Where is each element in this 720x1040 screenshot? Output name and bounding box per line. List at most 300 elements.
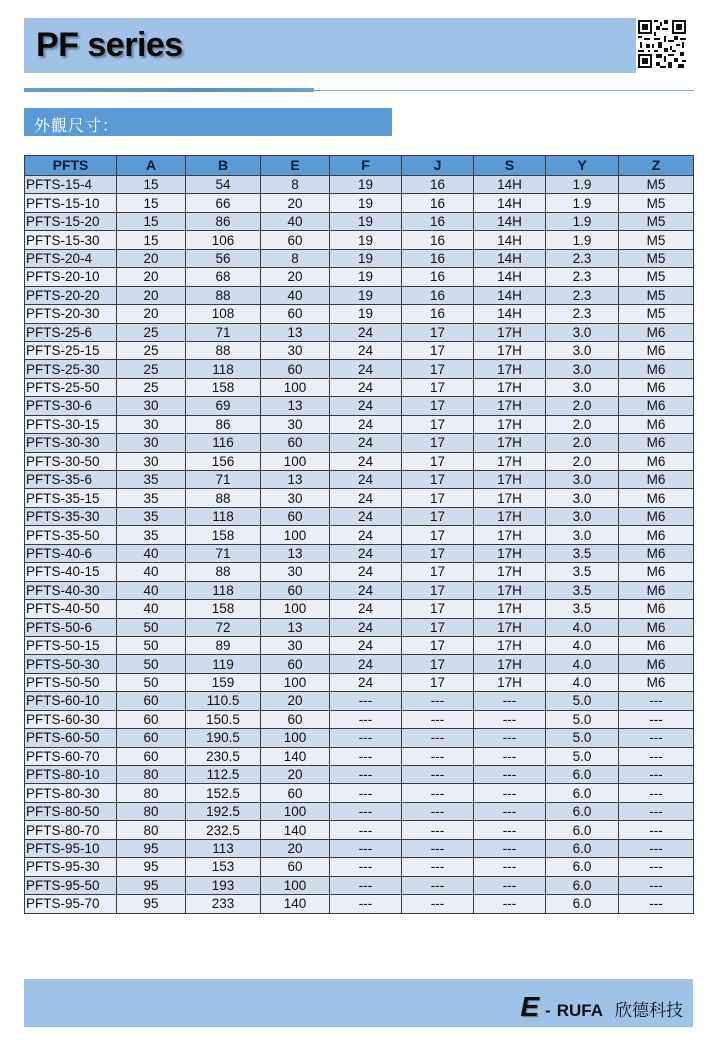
model-cell: PFTS-20-10 <box>25 268 117 286</box>
cell-f: 19 <box>330 268 402 286</box>
model-cell: PFTS-60-50 <box>25 729 117 747</box>
cell-s: 17H <box>474 655 546 673</box>
cell-j: 16 <box>402 249 474 267</box>
model-cell: PFTS-40-50 <box>25 600 117 618</box>
cell-s: 17H <box>474 507 546 525</box>
cell-a: 60 <box>117 747 186 765</box>
table-row <box>25 194 694 212</box>
model-cell: PFTS-25-30 <box>25 360 117 378</box>
cell-j: 17 <box>402 434 474 452</box>
cell-s: 17H <box>474 360 546 378</box>
cell-s: --- <box>474 766 546 784</box>
cell-e: 100 <box>261 673 330 691</box>
cell-s: 17H <box>474 636 546 654</box>
cell-j: 16 <box>402 194 474 212</box>
cell-j: 17 <box>402 489 474 507</box>
cell-e: 60 <box>261 231 330 249</box>
cell-s: 14H <box>474 305 546 323</box>
cell-y: 6.0 <box>546 821 619 839</box>
table-row <box>25 563 694 581</box>
cell-z: M6 <box>619 489 694 507</box>
cell-a: 35 <box>117 471 186 489</box>
cell-a: 30 <box>117 415 186 433</box>
cell-s: --- <box>474 821 546 839</box>
cell-j: 17 <box>402 415 474 433</box>
cell-b: 69 <box>186 397 261 415</box>
cell-f: 24 <box>330 341 402 359</box>
cell-b: 56 <box>186 249 261 267</box>
cell-s: --- <box>474 692 546 710</box>
cell-s: 17H <box>474 341 546 359</box>
table-row <box>25 747 694 765</box>
cell-z: M5 <box>619 286 694 304</box>
cell-e: 100 <box>261 452 330 470</box>
cell-j: 17 <box>402 526 474 544</box>
cell-f: 19 <box>330 286 402 304</box>
cell-s: 14H <box>474 194 546 212</box>
cell-b: 112.5 <box>186 766 261 784</box>
cell-z: M6 <box>619 507 694 525</box>
model-cell: PFTS-40-6 <box>25 544 117 562</box>
cell-b: 232.5 <box>186 821 261 839</box>
cell-y: 1.9 <box>546 176 619 194</box>
cell-z: --- <box>619 876 694 894</box>
cell-b: 116 <box>186 434 261 452</box>
table-row <box>25 858 694 876</box>
cell-f: 24 <box>330 636 402 654</box>
cell-e: 100 <box>261 600 330 618</box>
cell-a: 95 <box>117 876 186 894</box>
cell-z: M6 <box>619 600 694 618</box>
cell-y: 6.0 <box>546 766 619 784</box>
cell-y: 6.0 <box>546 895 619 913</box>
cell-b: 88 <box>186 341 261 359</box>
column-header-y: Y <box>546 156 619 176</box>
cell-z: M6 <box>619 415 694 433</box>
cell-b: 86 <box>186 415 261 433</box>
cell-z: M5 <box>619 194 694 212</box>
cell-f: 24 <box>330 434 402 452</box>
cell-e: 60 <box>261 581 330 599</box>
cell-a: 50 <box>117 618 186 636</box>
cell-e: 100 <box>261 729 330 747</box>
cell-z: --- <box>619 784 694 802</box>
model-cell: PFTS-40-15 <box>25 563 117 581</box>
cell-z: --- <box>619 802 694 820</box>
cell-s: 17H <box>474 434 546 452</box>
cell-b: 71 <box>186 323 261 341</box>
cell-e: 60 <box>261 784 330 802</box>
cell-b: 89 <box>186 636 261 654</box>
model-cell: PFTS-50-50 <box>25 673 117 691</box>
cell-j: --- <box>402 876 474 894</box>
cell-a: 40 <box>117 544 186 562</box>
table-row <box>25 839 694 857</box>
table-row <box>25 249 694 267</box>
cell-b: 88 <box>186 286 261 304</box>
cell-e: 20 <box>261 268 330 286</box>
model-cell: PFTS-60-30 <box>25 710 117 728</box>
cell-z: M6 <box>619 581 694 599</box>
cell-b: 118 <box>186 360 261 378</box>
cell-b: 193 <box>186 876 261 894</box>
cell-z: M6 <box>619 673 694 691</box>
cell-e: 30 <box>261 341 330 359</box>
table-row <box>25 766 694 784</box>
cell-f: 24 <box>330 600 402 618</box>
cell-j: 17 <box>402 655 474 673</box>
cell-a: 25 <box>117 360 186 378</box>
cell-b: 118 <box>186 581 261 599</box>
table-row <box>25 876 694 894</box>
cell-e: 30 <box>261 489 330 507</box>
model-cell: PFTS-80-50 <box>25 802 117 820</box>
cell-z: --- <box>619 747 694 765</box>
cell-s: --- <box>474 710 546 728</box>
cell-y: 6.0 <box>546 784 619 802</box>
cell-a: 25 <box>117 341 186 359</box>
cell-y: 3.5 <box>546 544 619 562</box>
cell-a: 40 <box>117 563 186 581</box>
cell-y: 2.3 <box>546 268 619 286</box>
model-cell: PFTS-80-70 <box>25 821 117 839</box>
cell-f: 19 <box>330 194 402 212</box>
cell-s: 17H <box>474 526 546 544</box>
cell-a: 30 <box>117 452 186 470</box>
cell-j: 17 <box>402 581 474 599</box>
cell-s: --- <box>474 729 546 747</box>
cell-y: 2.3 <box>546 286 619 304</box>
cell-f: --- <box>330 747 402 765</box>
cell-e: 8 <box>261 176 330 194</box>
cell-a: 20 <box>117 305 186 323</box>
cell-f: --- <box>330 710 402 728</box>
cell-b: 66 <box>186 194 261 212</box>
cell-s: 17H <box>474 452 546 470</box>
cell-j: --- <box>402 692 474 710</box>
cell-a: 30 <box>117 397 186 415</box>
cell-s: 17H <box>474 581 546 599</box>
cell-j: 17 <box>402 673 474 691</box>
cell-j: 16 <box>402 176 474 194</box>
section-header <box>24 108 392 136</box>
cell-j: 17 <box>402 341 474 359</box>
cell-b: 119 <box>186 655 261 673</box>
dimensions-table <box>24 155 694 914</box>
cell-a: 50 <box>117 655 186 673</box>
cell-f: 24 <box>330 471 402 489</box>
cell-f: 24 <box>330 544 402 562</box>
cell-j: 17 <box>402 397 474 415</box>
cell-j: --- <box>402 710 474 728</box>
cell-b: 108 <box>186 305 261 323</box>
cell-e: 60 <box>261 305 330 323</box>
table-row <box>25 378 694 396</box>
cell-j: --- <box>402 747 474 765</box>
cell-y: 4.0 <box>546 673 619 691</box>
cell-e: 100 <box>261 802 330 820</box>
cell-a: 95 <box>117 839 186 857</box>
cell-y: 3.0 <box>546 360 619 378</box>
cell-f: 24 <box>330 581 402 599</box>
cell-f: 24 <box>330 360 402 378</box>
cell-b: 152.5 <box>186 784 261 802</box>
cell-s: 14H <box>474 249 546 267</box>
cell-e: 20 <box>261 766 330 784</box>
model-cell: PFTS-60-10 <box>25 692 117 710</box>
model-cell: PFTS-15-20 <box>25 212 117 230</box>
cell-e: 140 <box>261 895 330 913</box>
table-row <box>25 212 694 230</box>
cell-j: --- <box>402 802 474 820</box>
model-cell: PFTS-15-4 <box>25 176 117 194</box>
cell-z: M6 <box>619 397 694 415</box>
cell-z: --- <box>619 692 694 710</box>
cell-f: 24 <box>330 489 402 507</box>
cell-y: 5.0 <box>546 692 619 710</box>
cell-z: M6 <box>619 655 694 673</box>
cell-a: 30 <box>117 434 186 452</box>
model-cell: PFTS-95-30 <box>25 858 117 876</box>
column-header-e: E <box>261 156 330 176</box>
cell-b: 156 <box>186 452 261 470</box>
cell-f: 19 <box>330 231 402 249</box>
logo-e-mark: E <box>520 991 540 1022</box>
table-header-row <box>25 156 694 176</box>
cell-e: 60 <box>261 507 330 525</box>
cell-b: 72 <box>186 618 261 636</box>
cell-f: 24 <box>330 452 402 470</box>
cell-s: 14H <box>474 231 546 249</box>
cell-z: --- <box>619 839 694 857</box>
model-cell: PFTS-30-50 <box>25 452 117 470</box>
cell-s: --- <box>474 802 546 820</box>
table-row <box>25 821 694 839</box>
cell-a: 80 <box>117 821 186 839</box>
table-row <box>25 489 694 507</box>
cell-z: --- <box>619 729 694 747</box>
model-cell: PFTS-25-15 <box>25 341 117 359</box>
cell-s: --- <box>474 858 546 876</box>
cell-a: 60 <box>117 692 186 710</box>
model-cell: PFTS-35-30 <box>25 507 117 525</box>
cell-f: 24 <box>330 673 402 691</box>
cell-y: 3.0 <box>546 378 619 396</box>
cell-f: --- <box>330 821 402 839</box>
cell-z: M6 <box>619 378 694 396</box>
table-row <box>25 341 694 359</box>
cell-e: 13 <box>261 471 330 489</box>
cell-e: 40 <box>261 212 330 230</box>
cell-a: 50 <box>117 673 186 691</box>
cell-f: 24 <box>330 618 402 636</box>
cell-e: 100 <box>261 876 330 894</box>
model-cell: PFTS-20-4 <box>25 249 117 267</box>
table-row <box>25 581 694 599</box>
cell-f: 19 <box>330 212 402 230</box>
cell-z: M6 <box>619 636 694 654</box>
table-row <box>25 692 694 710</box>
cell-z: M6 <box>619 323 694 341</box>
cell-j: 16 <box>402 231 474 249</box>
cell-a: 35 <box>117 489 186 507</box>
table-row <box>25 710 694 728</box>
cell-a: 80 <box>117 802 186 820</box>
model-cell: PFTS-35-15 <box>25 489 117 507</box>
cell-a: 15 <box>117 231 186 249</box>
cell-y: 3.0 <box>546 526 619 544</box>
cell-a: 20 <box>117 249 186 267</box>
cell-y: 5.0 <box>546 747 619 765</box>
cell-b: 110.5 <box>186 692 261 710</box>
table-row <box>25 231 694 249</box>
cell-b: 158 <box>186 378 261 396</box>
cell-e: 30 <box>261 636 330 654</box>
cell-a: 50 <box>117 636 186 654</box>
cell-y: 2.3 <box>546 305 619 323</box>
column-header-z: Z <box>619 156 694 176</box>
cell-s: 17H <box>474 544 546 562</box>
cell-z: --- <box>619 710 694 728</box>
cell-b: 86 <box>186 212 261 230</box>
divider-thick <box>24 88 314 92</box>
model-cell: PFTS-20-30 <box>25 305 117 323</box>
cell-e: 20 <box>261 692 330 710</box>
cell-b: 159 <box>186 673 261 691</box>
cell-a: 40 <box>117 581 186 599</box>
cell-a: 60 <box>117 710 186 728</box>
cell-y: 6.0 <box>546 876 619 894</box>
cell-s: --- <box>474 839 546 857</box>
table-row <box>25 526 694 544</box>
table-row <box>25 360 694 378</box>
model-cell: PFTS-80-30 <box>25 784 117 802</box>
cell-f: --- <box>330 692 402 710</box>
cell-j: 16 <box>402 286 474 304</box>
cell-e: 13 <box>261 544 330 562</box>
cell-z: M6 <box>619 526 694 544</box>
table-row <box>25 323 694 341</box>
cell-e: 60 <box>261 710 330 728</box>
cell-j: 17 <box>402 471 474 489</box>
logo-chinese-name: 欣德科技 <box>615 1001 683 1020</box>
cell-b: 71 <box>186 471 261 489</box>
cell-z: M6 <box>619 563 694 581</box>
cell-z: M5 <box>619 268 694 286</box>
table-row <box>25 655 694 673</box>
cell-z: M6 <box>619 341 694 359</box>
cell-j: --- <box>402 766 474 784</box>
model-cell: PFTS-25-6 <box>25 323 117 341</box>
table-row <box>25 434 694 452</box>
cell-j: --- <box>402 839 474 857</box>
cell-y: 1.9 <box>546 212 619 230</box>
cell-s: 17H <box>474 415 546 433</box>
cell-b: 153 <box>186 858 261 876</box>
cell-y: 3.5 <box>546 600 619 618</box>
cell-b: 71 <box>186 544 261 562</box>
cell-a: 25 <box>117 323 186 341</box>
cell-j: 17 <box>402 600 474 618</box>
cell-y: 2.0 <box>546 452 619 470</box>
cell-f: 24 <box>330 526 402 544</box>
cell-y: 4.0 <box>546 655 619 673</box>
cell-y: 6.0 <box>546 858 619 876</box>
cell-e: 140 <box>261 747 330 765</box>
cell-f: --- <box>330 802 402 820</box>
cell-b: 190.5 <box>186 729 261 747</box>
cell-f: 24 <box>330 323 402 341</box>
model-cell: PFTS-95-70 <box>25 895 117 913</box>
cell-f: --- <box>330 895 402 913</box>
cell-s: 14H <box>474 212 546 230</box>
cell-y: 2.0 <box>546 415 619 433</box>
cell-y: 2.0 <box>546 397 619 415</box>
model-cell: PFTS-30-6 <box>25 397 117 415</box>
cell-s: 17H <box>474 323 546 341</box>
cell-b: 230.5 <box>186 747 261 765</box>
table-row <box>25 895 694 913</box>
cell-j: 17 <box>402 544 474 562</box>
cell-a: 60 <box>117 729 186 747</box>
cell-z: --- <box>619 821 694 839</box>
cell-e: 140 <box>261 821 330 839</box>
model-cell: PFTS-95-50 <box>25 876 117 894</box>
cell-j: 17 <box>402 636 474 654</box>
cell-z: M6 <box>619 471 694 489</box>
cell-j: --- <box>402 895 474 913</box>
model-cell: PFTS-30-30 <box>25 434 117 452</box>
cell-e: 13 <box>261 323 330 341</box>
cell-a: 95 <box>117 895 186 913</box>
cell-z: M5 <box>619 212 694 230</box>
cell-s: 17H <box>474 378 546 396</box>
cell-y: 6.0 <box>546 802 619 820</box>
cell-f: 24 <box>330 415 402 433</box>
cell-s: 17H <box>474 471 546 489</box>
table-row <box>25 636 694 654</box>
cell-z: M5 <box>619 176 694 194</box>
cell-j: 16 <box>402 268 474 286</box>
cell-e: 13 <box>261 397 330 415</box>
cell-y: 3.0 <box>546 341 619 359</box>
cell-f: 19 <box>330 249 402 267</box>
model-cell: PFTS-15-10 <box>25 194 117 212</box>
table-row <box>25 176 694 194</box>
table-row <box>25 286 694 304</box>
table-row <box>25 784 694 802</box>
divider-thin <box>314 90 694 91</box>
cell-s: 17H <box>474 600 546 618</box>
cell-b: 68 <box>186 268 261 286</box>
cell-b: 233 <box>186 895 261 913</box>
cell-y: 3.0 <box>546 489 619 507</box>
cell-z: M6 <box>619 434 694 452</box>
cell-y: 3.0 <box>546 507 619 525</box>
cell-s: --- <box>474 895 546 913</box>
column-header-j: J <box>402 156 474 176</box>
cell-e: 100 <box>261 526 330 544</box>
cell-s: --- <box>474 784 546 802</box>
title-band <box>24 18 636 73</box>
model-cell: PFTS-80-10 <box>25 766 117 784</box>
column-header-b: B <box>186 156 261 176</box>
cell-b: 158 <box>186 600 261 618</box>
cell-a: 20 <box>117 268 186 286</box>
cell-j: 17 <box>402 507 474 525</box>
cell-s: --- <box>474 876 546 894</box>
cell-j: 17 <box>402 360 474 378</box>
